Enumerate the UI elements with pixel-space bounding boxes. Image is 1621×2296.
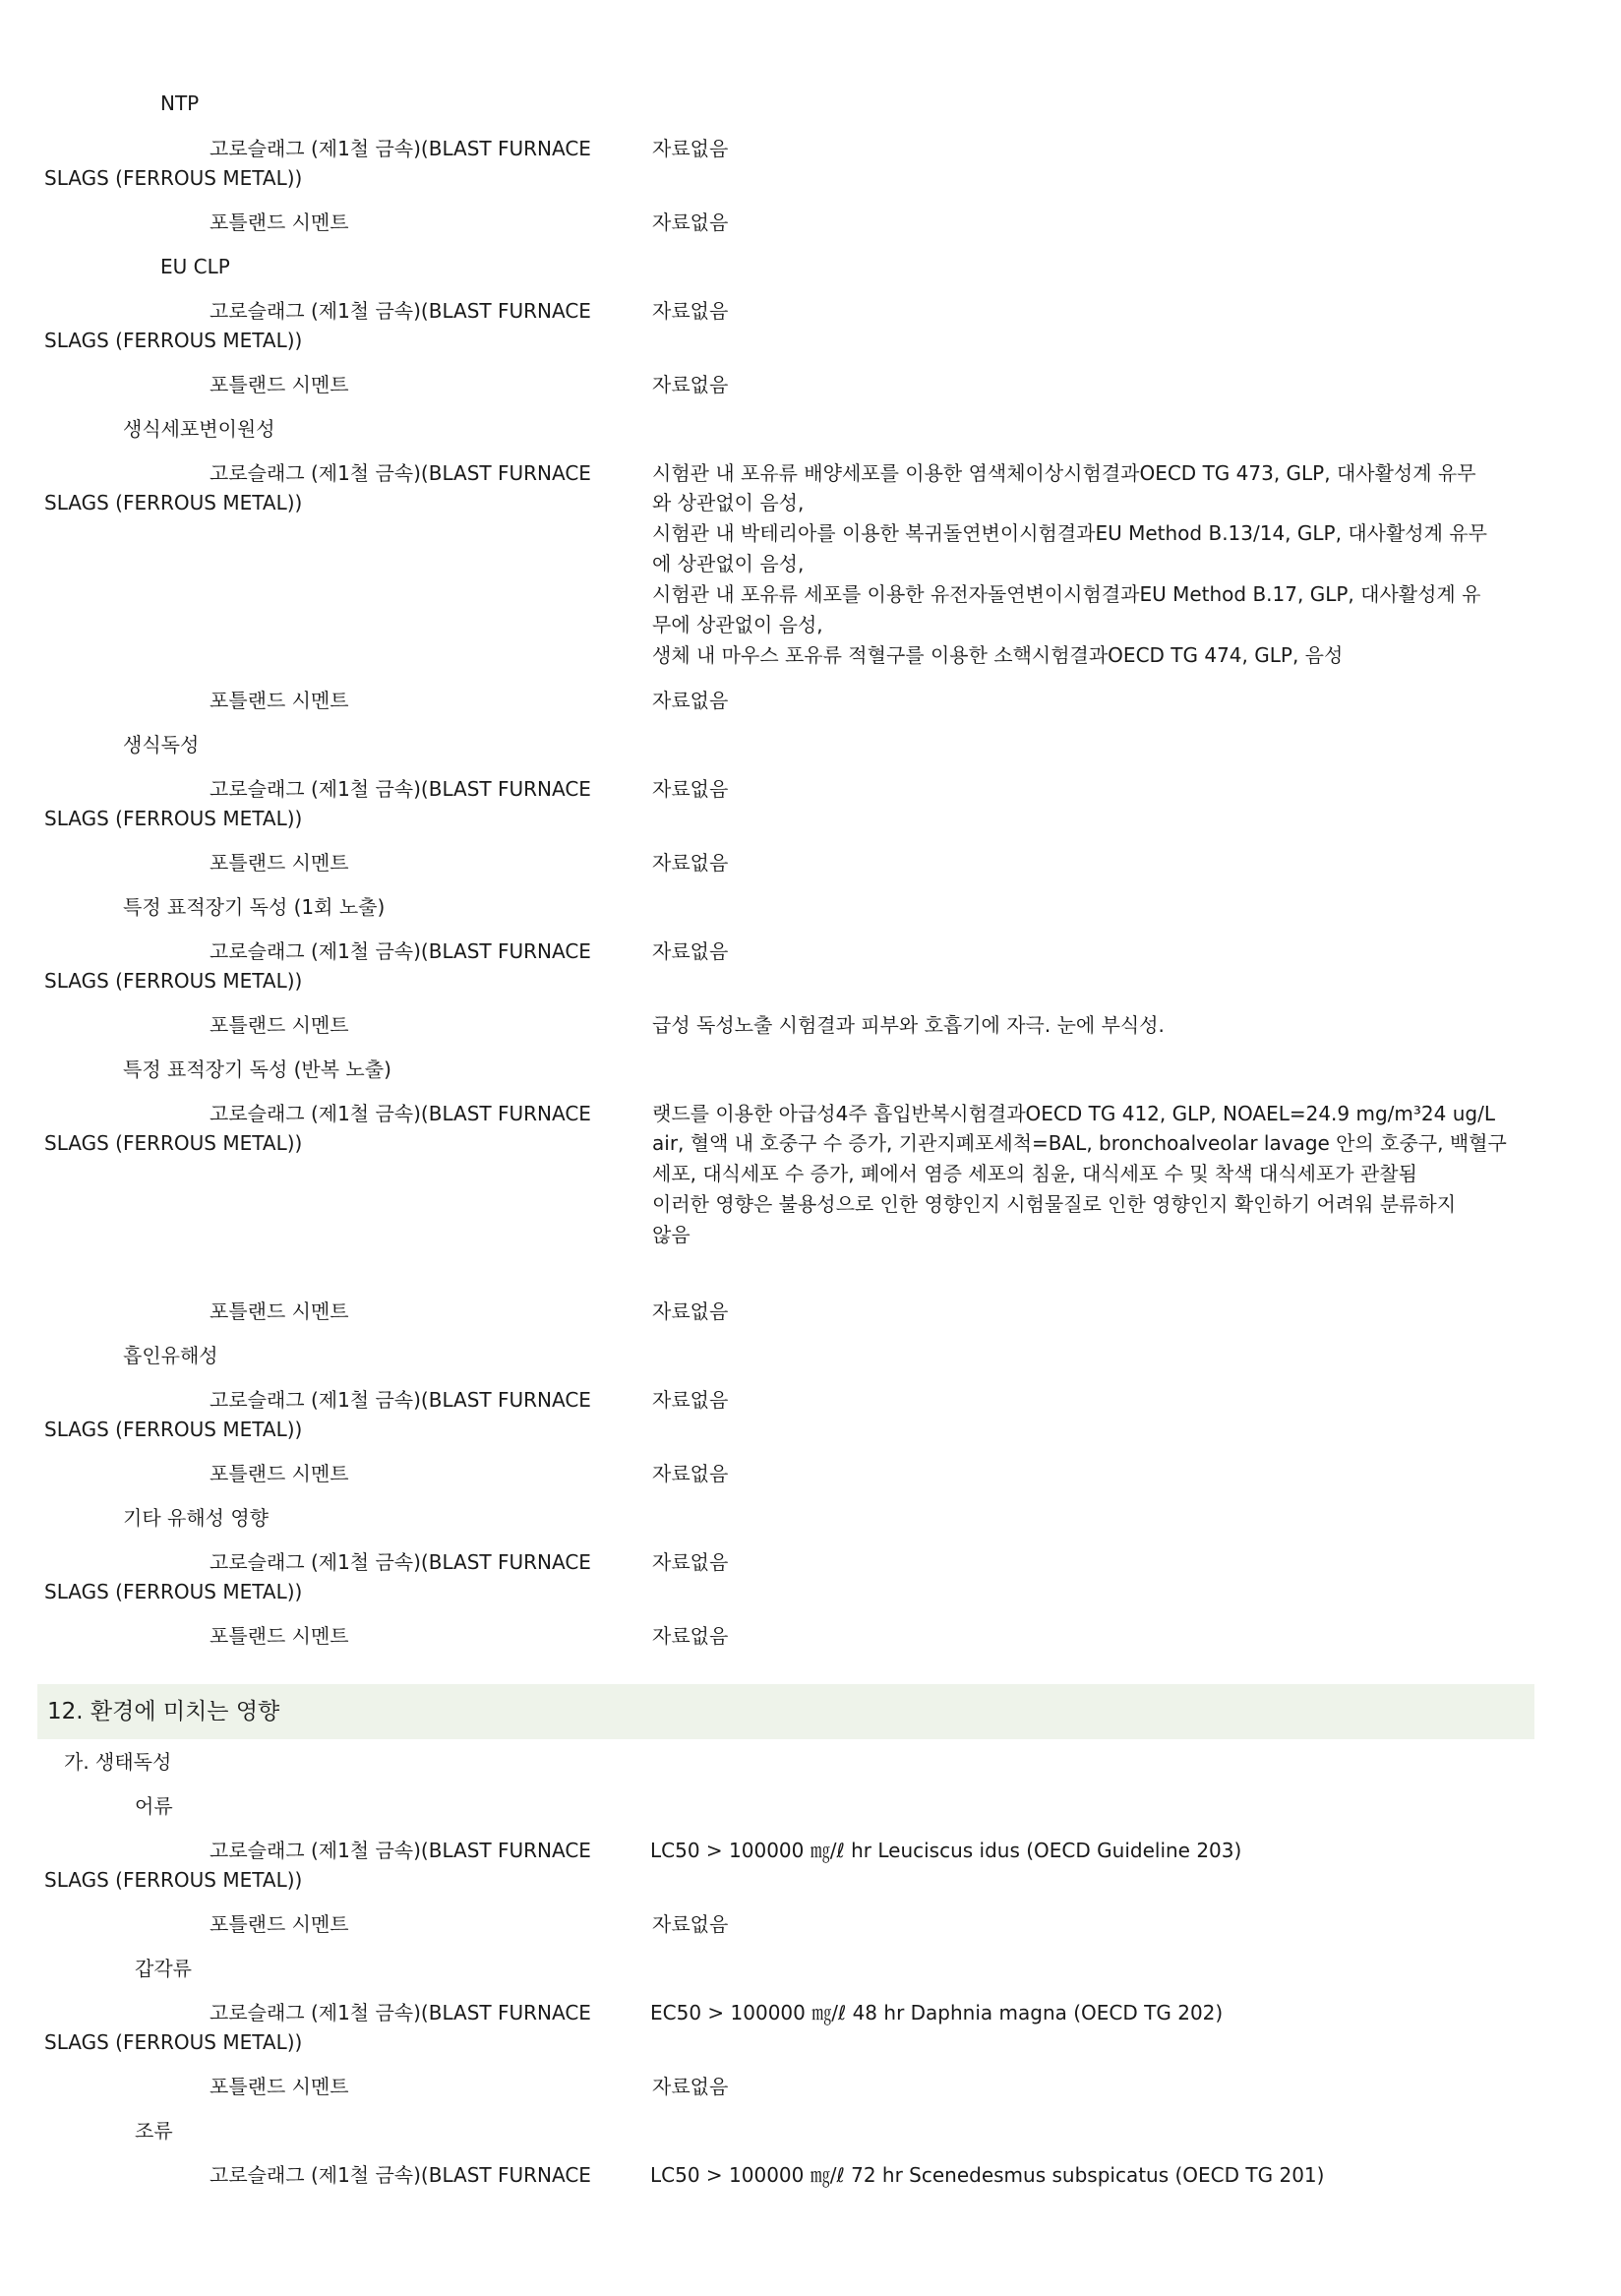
item-name-cont: SLAGS (FERROUS METAL)) [44,969,303,993]
section-12-title: 12. 환경에 미치는 영향 [47,1699,280,1724]
item-value: 자료없음 [652,373,729,396]
item-value: 자료없음 [652,2075,729,2098]
reproductive-toxicity-label: 생식독성 [123,733,200,756]
stot-repeated-label: 특정 표적장기 독성 (반복 노출) [123,1057,391,1081]
item-name-cont: SLAGS (FERROUS METAL)) [44,2030,303,2054]
item-value: LC50 > 100000 ㎎/ℓ hr Leuciscus idus (OECD Guideline 203) [650,1839,1242,1862]
item-name: 포틀랜드 시멘트 [210,1013,349,1037]
algae-label: 조류 [135,2119,173,2143]
eu-clp-label: EU CLP [160,255,230,278]
item-name: 고로슬래그 (제1철 금속)(BLAST FURNACE [210,1839,591,1862]
item-name: 고로슬래그 (제1철 금속)(BLAST FURNACE [210,939,591,963]
item-value: 자료없음 [652,1462,729,1485]
item-value: 자료없음 [652,777,729,801]
value-line: air, 혈액 내 호중구 수 증가, 기관지폐포세척=BAL, bronchoalveolar lavage 안의 호중구, 백혈구 [652,1131,1507,1155]
item-name-cont: SLAGS (FERROUS METAL)) [44,329,303,352]
value-line: 시험관 내 박테리아를 이용한 복귀돌연변이시험결과EU Method B.13/14, GLP, 대사활성계 유무 [652,521,1487,545]
item-value: 자료없음 [652,1624,729,1648]
item-name: 고로슬래그 (제1철 금속)(BLAST FURNACE [210,2163,591,2187]
item-name: 포틀랜드 시멘트 [210,689,349,712]
item-value: 자료없음 [652,851,729,875]
item-name: 포틀랜드 시멘트 [210,1624,349,1648]
item-value: 자료없음 [652,137,729,160]
item-value: 자료없음 [652,689,729,712]
item-name: 고로슬래그 (제1철 금속)(BLAST FURNACE [210,777,591,801]
fish-label: 어류 [135,1794,173,1818]
item-name: 포틀랜드 시멘트 [210,1912,349,1936]
ecotoxicity-label: 가. 생태독성 [64,1750,172,1774]
item-name-cont: SLAGS (FERROUS METAL)) [44,166,303,190]
stot-single-label: 특정 표적장기 독성 (1회 노출) [123,895,386,919]
item-name: 고로슬래그 (제1철 금속)(BLAST FURNACE [210,1102,591,1125]
item-name: 고로슬래그 (제1철 금속)(BLAST FURNACE [210,1550,591,1574]
item-name-cont: SLAGS (FERROUS METAL)) [44,807,303,830]
item-value: 자료없음 [652,211,729,234]
item-name: 고로슬래그 (제1철 금속)(BLAST FURNACE [210,137,591,160]
item-name-cont: SLAGS (FERROUS METAL)) [44,1868,303,1892]
item-value: LC50 > 100000 ㎎/ℓ 72 hr Scenedesmus subspicatus (OECD TG 201) [650,2163,1325,2187]
item-value: 자료없음 [652,1550,729,1574]
value-line: 세포, 대식세포 수 증가, 폐에서 염증 세포의 침윤, 대식세포 수 및 착색 대식세포가 관찰됨 [652,1162,1417,1185]
other-hazards-label: 기타 유해성 영향 [123,1506,269,1530]
item-value: 자료없음 [652,939,729,963]
item-name: 포틀랜드 시멘트 [210,1462,349,1485]
value-line: 에 상관없이 음성, [652,552,805,575]
item-name-cont: SLAGS (FERROUS METAL)) [44,491,303,514]
crustacea-label: 갑각류 [135,1957,192,1980]
value-line: 와 상관없이 음성, [652,491,805,514]
item-name-cont: SLAGS (FERROUS METAL)) [44,1418,303,1441]
value-line: 시험관 내 포유류 세포를 이용한 유전자돌연변이시험결과EU Method B.17, GLP, 대사활성계 유 [652,582,1481,606]
item-name: 포틀랜드 시멘트 [210,1299,349,1323]
item-name: 고로슬래그 (제1철 금속)(BLAST FURNACE [210,461,591,485]
item-value: 자료없음 [652,1912,729,1936]
item-name: 포틀랜드 시멘트 [210,211,349,234]
value-line: 않음 [652,1223,690,1246]
aspiration-hazard-label: 흡인유해성 [123,1344,218,1367]
item-value: EC50 > 100000 ㎎/ℓ 48 hr Daphnia magna (OECD TG 202) [650,2001,1224,2024]
ntp-label: NTP [160,91,200,115]
item-name: 고로슬래그 (제1철 금속)(BLAST FURNACE [210,2001,591,2024]
item-name: 포틀랜드 시멘트 [210,2075,349,2098]
item-name: 고로슬래그 (제1철 금속)(BLAST FURNACE [210,1388,591,1412]
item-value: 자료없음 [652,1299,729,1323]
item-value: 급성 독성노출 시험결과 피부와 호흡기에 자극. 눈에 부식성. [652,1013,1165,1037]
item-value: 자료없음 [652,1388,729,1412]
item-value: 자료없음 [652,299,729,323]
germ-cell-mutagenicity-label: 생식세포변이원성 [123,417,275,441]
value-line: 무에 상관없이 음성, [652,613,823,636]
item-name-cont: SLAGS (FERROUS METAL)) [44,1580,303,1603]
item-name-cont: SLAGS (FERROUS METAL)) [44,1131,303,1155]
item-name: 고로슬래그 (제1철 금속)(BLAST FURNACE [210,299,591,323]
value-line: 시험관 내 포유류 배양세포를 이용한 염색체이상시험결과OECD TG 473, GLP, 대사활성계 유무 [652,461,1476,485]
item-name: 포틀랜드 시멘트 [210,851,349,875]
value-line: 생체 내 마우스 포유류 적혈구를 이용한 소핵시험결과OECD TG 474, GLP, 음성 [652,643,1344,667]
item-name: 포틀랜드 시멘트 [210,373,349,396]
value-line: 이러한 영향은 불용성으로 인한 영향인지 시험물질로 인한 영향인지 확인하기 어려워 분류하지 [652,1192,1457,1216]
value-line: 랫드를 이용한 아급성4주 흡입반복시험결과OECD TG 412, GLP, NOAEL=24.9 mg/m³24 ug/L [652,1102,1495,1125]
